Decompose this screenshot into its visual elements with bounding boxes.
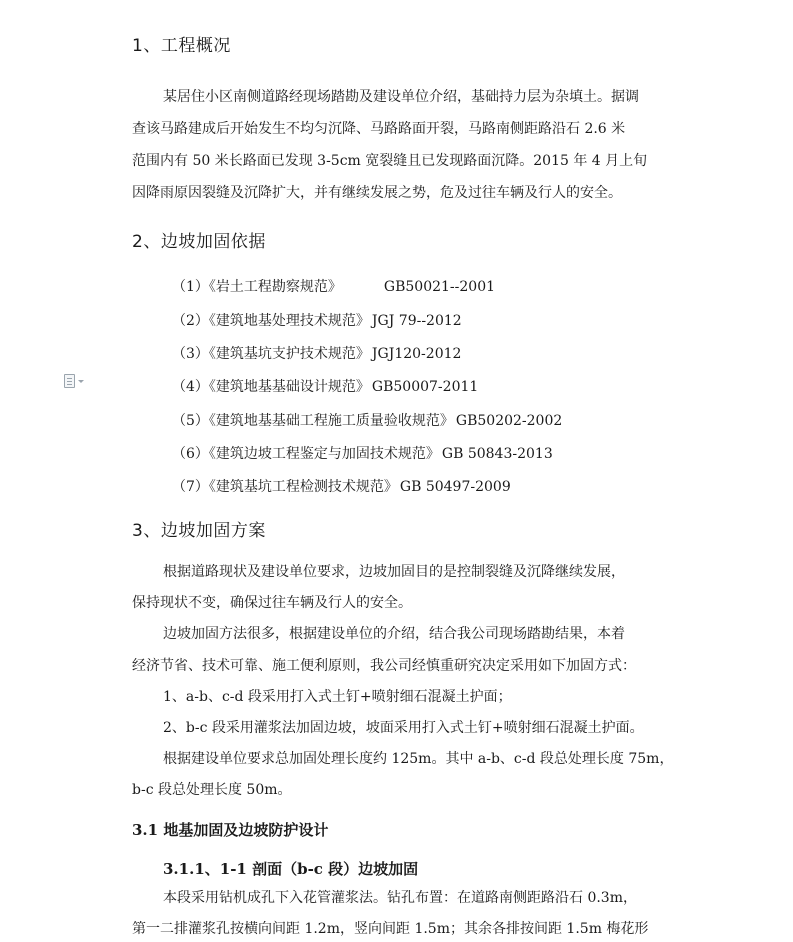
reference-item xyxy=(172,443,553,463)
section-3-p3-line-2: b-c 段总处理长度 50m。 xyxy=(132,782,292,798)
reference-item xyxy=(172,410,562,430)
section-3-p3-line-1: 根据建设单位要求总加固处理长度约 125m。其中 a-b、c-d 段总处理长度 75m， xyxy=(163,751,674,767)
section-2-title: 2、边坡加固依据 xyxy=(132,232,266,252)
section-3-p1-line-1: 根据道路现状及建设单位要求，边坡加固目的是控制裂缝及沉降继续发展， xyxy=(163,564,625,580)
reference-item xyxy=(172,343,461,363)
section-3-item-2: 2、b-c 段采用灌浆法加固边坡，坡面采用打入式土钉+喷射细石混凝土护面。 xyxy=(163,720,644,736)
chevron-down-icon xyxy=(78,380,84,383)
reference-code: GB50202-2002 xyxy=(455,413,563,429)
reference-name: （5）《建筑地基基础工程施工质量验收规范》 xyxy=(172,413,454,429)
reference-name: （7）《建筑基坑工程检测技术规范》 xyxy=(172,479,398,495)
section-3-1-title: 3.1 地基加固及边坡防护设计 xyxy=(132,821,329,839)
reference-code: JGJ120-2012 xyxy=(371,346,462,362)
section-3-p1-line-2: 保持现状不变，确保过往车辆及行人的安全。 xyxy=(132,595,412,611)
reference-code: GB50007-2011 xyxy=(371,379,479,395)
section-1-line-4: 因降雨原因裂缝及沉降扩大，并有继续发展之势，危及过往车辆及行人的安全。 xyxy=(132,185,622,201)
reference-name: （6）《建筑边坡工程鉴定与加固技术规范》 xyxy=(172,446,440,462)
section-3-p2-line-2: 经济节省、技术可靠、施工便利原则，我公司经慎重研究决定采用如下加固方式： xyxy=(132,658,636,674)
section-3-1-1-title: 3.1.1、1-1 剖面（b-c 段）边坡加固 xyxy=(163,860,419,878)
section-3-title: 3、边坡加固方案 xyxy=(132,521,266,541)
reference-item xyxy=(172,276,495,296)
reference-name: （1）《岩土工程勘察规范》 xyxy=(172,279,342,295)
reference-item xyxy=(172,476,511,496)
document-sheet-icon xyxy=(64,374,75,388)
reference-name: （4）《建筑地基基础设计规范》 xyxy=(172,379,370,395)
reference-item xyxy=(172,376,478,396)
section-3-1-1-line-1: 本段采用钻机成孔下入花管灌浆法。钻孔布置：在道路南侧距路沿石 0.3m， xyxy=(163,890,637,906)
section-3-item-1: 1、a-b、c-d 段采用打入式土钉+喷射细石混凝土护面； xyxy=(163,689,512,705)
reference-name: （2）《建筑地基处理技术规范》 xyxy=(172,313,370,329)
section-3-p2-line-1: 边坡加固方法很多，根据建设单位的介绍，结合我公司现场踏勘结果，本着 xyxy=(163,626,625,642)
reference-code: JGJ 79--2012 xyxy=(371,313,462,329)
section-1-line-2: 查该马路建成后开始发生不均匀沉降、马路路面开裂，马路南侧距路沿石 2.6 米 xyxy=(132,121,626,137)
section-1-line-1: 某居住小区南侧道路经现场踏勘及建设单位介绍，基础持力层为杂填土。据调 xyxy=(163,89,639,105)
reference-name: （3）《建筑基坑支护技术规范》 xyxy=(172,346,370,362)
document-dropdown-icon[interactable] xyxy=(64,374,90,388)
section-1-line-3: 范围内有 50 米长路面已发现 3-5cm 宽裂缝且已发现路面沉降。2015 年 4 月上旬 xyxy=(132,153,648,169)
reference-code: GB 50843-2013 xyxy=(441,446,553,462)
reference-code: GB50021--2001 xyxy=(383,279,496,295)
section-3-1-1-line-2: 第一二排灌浆孔按横向间距 1.2m，竖向间距 1.5m；其余各排按间距 1.5m 梅花形 xyxy=(132,921,649,937)
reference-item xyxy=(172,310,462,330)
section-1-title: 1、工程概况 xyxy=(132,36,231,56)
reference-code: GB 50497-2009 xyxy=(399,479,511,495)
